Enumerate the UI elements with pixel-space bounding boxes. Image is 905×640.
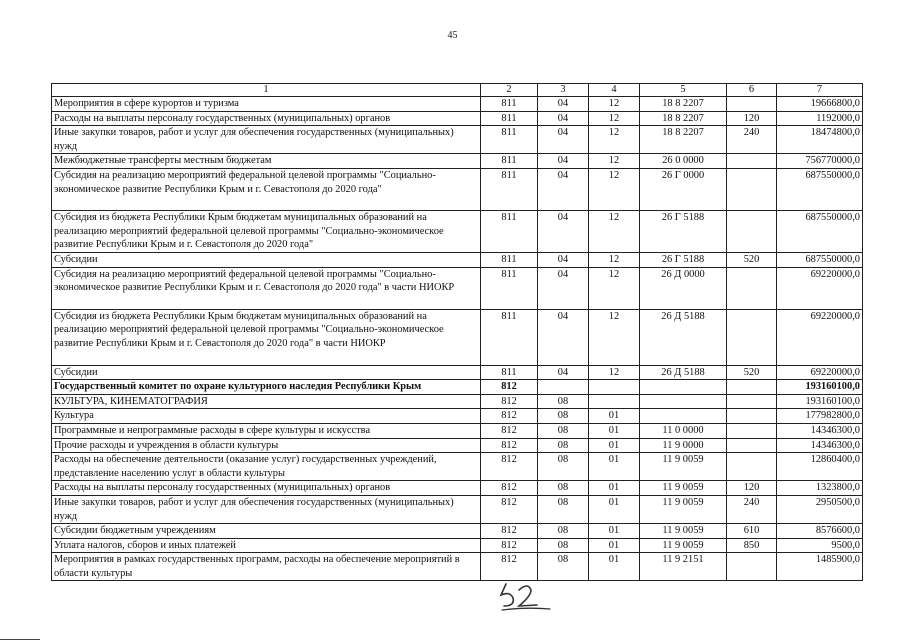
cell-section-code: 04 (538, 252, 589, 267)
cell-target-article: 18 8 2207 (640, 111, 727, 126)
table-row (52, 126, 863, 154)
cell-section-code: 08 (538, 453, 589, 481)
cell-subsection-code: 12 (589, 365, 640, 380)
table-row (52, 309, 863, 365)
cell-name: Субсидии (52, 252, 481, 267)
cell-name: Субсидия на реализацию мероприятий федеральной целевой программы "Социально-экономическое развитие Республики Крым и г. Севастополя до 2020 года" (52, 168, 481, 210)
cell-name: Расходы на выплаты персоналу государственных (муниципальных) органов (52, 111, 481, 126)
cell-ministry-code: 812 (481, 495, 538, 523)
cell-section-code: 04 (538, 126, 589, 154)
cell-target-article: 11 9 0059 (640, 524, 727, 539)
cell-amount: 12860400,0 (777, 453, 863, 481)
cell-subsection-code: 01 (589, 423, 640, 438)
table-row (52, 438, 863, 453)
table-header-row (52, 84, 863, 97)
cell-ministry-code: 812 (481, 453, 538, 481)
budget-table (51, 83, 863, 581)
table-row (52, 553, 863, 581)
cell-name: Межбюджетные трансферты местным бюджетам (52, 154, 481, 169)
cell-section-code: 04 (538, 97, 589, 112)
cell-ministry-code: 812 (481, 481, 538, 496)
table-row (52, 267, 863, 309)
cell-subsection-code: 01 (589, 553, 640, 581)
cell-name: Государственный комитет по охране культурного наследия Республики Крым (52, 380, 481, 395)
header-col-7: 7 (777, 84, 863, 97)
table-row (52, 394, 863, 409)
cell-target-article: 26 0 0000 (640, 154, 727, 169)
cell-section-code: 04 (538, 111, 589, 126)
cell-target-article (640, 409, 727, 424)
cell-amount: 687550000,0 (777, 168, 863, 210)
cell-name: Субсидия на реализацию мероприятий федеральной целевой программы "Социально-экономическое развитие Республики Крым и г. Севастополя до 2020 года" в части НИОКР (52, 267, 481, 309)
handwritten-page-mark (498, 578, 558, 612)
cell-amount: 69220000,0 (777, 365, 863, 380)
cell-ministry-code: 812 (481, 380, 538, 395)
cell-subsection-code: 12 (589, 111, 640, 126)
table-row (52, 168, 863, 210)
cell-amount: 69220000,0 (777, 267, 863, 309)
cell-target-article: 26 Д 0000 (640, 267, 727, 309)
cell-section-code: 04 (538, 210, 589, 252)
cell-expense-type (727, 168, 777, 210)
cell-ministry-code: 811 (481, 154, 538, 169)
cell-name: Культура (52, 409, 481, 424)
cell-amount: 14346300,0 (777, 423, 863, 438)
header-col-4: 4 (589, 84, 640, 97)
cell-ministry-code: 812 (481, 409, 538, 424)
cell-expense-type (727, 394, 777, 409)
cell-name: Иные закупки товаров, работ и услуг для обеспечения государственных (муниципальных) нужд (52, 495, 481, 523)
cell-name: Расходы на обеспечение деятельности (оказание услуг) государственных учреждений, представление населению услуг в области культуры (52, 453, 481, 481)
cell-target-article: 11 9 0059 (640, 481, 727, 496)
cell-ministry-code: 812 (481, 524, 538, 539)
cell-amount: 69220000,0 (777, 309, 863, 365)
cell-expense-type: 850 (727, 538, 777, 553)
cell-ministry-code: 811 (481, 309, 538, 365)
cell-expense-type (727, 409, 777, 424)
page-number: 45 (447, 30, 458, 41)
cell-subsection-code: 12 (589, 97, 640, 112)
cell-name: Субсидия из бюджета Республики Крым бюджетам муниципальных образований на реализацию мероприятий федеральной целевой программы "Социально-экономическое развитие Республики Крым и г. Севастополя до 2020 года" (52, 210, 481, 252)
cell-target-article: 11 9 0059 (640, 495, 727, 523)
header-col-6: 6 (727, 84, 777, 97)
cell-name: Иные закупки товаров, работ и услуг для обеспечения государственных (муниципальных) нужд (52, 126, 481, 154)
cell-name: Субсидии бюджетным учреждениям (52, 524, 481, 539)
cell-subsection-code: 01 (589, 538, 640, 553)
cell-expense-type (727, 210, 777, 252)
cell-ministry-code: 811 (481, 365, 538, 380)
cell-target-article: 26 Г 5188 (640, 210, 727, 252)
table-row (52, 423, 863, 438)
cell-target-article: 18 8 2207 (640, 97, 727, 112)
cell-name: Прочие расходы и учреждения в области культуры (52, 438, 481, 453)
table-row (52, 380, 863, 395)
cell-expense-type: 520 (727, 252, 777, 267)
cell-section-code: 08 (538, 538, 589, 553)
cell-section-code: 04 (538, 309, 589, 365)
cell-target-article: 11 9 0059 (640, 453, 727, 481)
header-col-1: 1 (52, 84, 481, 97)
cell-subsection-code: 01 (589, 481, 640, 496)
cell-name: Уплата налогов, сборов и иных платежей (52, 538, 481, 553)
cell-name: КУЛЬТУРА, КИНЕМАТОГРАФИЯ (52, 394, 481, 409)
cell-target-article: 26 Г 0000 (640, 168, 727, 210)
cell-ministry-code: 812 (481, 438, 538, 453)
cell-amount: 756770000,0 (777, 154, 863, 169)
cell-section-code: 08 (538, 481, 589, 496)
header-col-5: 5 (640, 84, 727, 97)
cell-section-code: 04 (538, 168, 589, 210)
table-row (52, 453, 863, 481)
cell-amount: 1192000,0 (777, 111, 863, 126)
cell-expense-type (727, 438, 777, 453)
cell-target-article: 11 0 0000 (640, 423, 727, 438)
cell-subsection-code: 12 (589, 210, 640, 252)
cell-subsection-code: 01 (589, 453, 640, 481)
cell-name: Мероприятия в рамках государственных программ, расходы на обеспечение мероприятий в области культуры (52, 553, 481, 581)
cell-expense-type: 120 (727, 481, 777, 496)
cell-subsection-code: 01 (589, 524, 640, 539)
cell-section-code: 08 (538, 423, 589, 438)
table-row (52, 524, 863, 539)
cell-target-article: 11 9 0000 (640, 438, 727, 453)
cell-section-code: 08 (538, 409, 589, 424)
cell-expense-type (727, 267, 777, 309)
cell-amount: 687550000,0 (777, 210, 863, 252)
cell-amount: 9500,0 (777, 538, 863, 553)
cell-subsection-code: 01 (589, 409, 640, 424)
cell-section-code: 08 (538, 524, 589, 539)
cell-amount: 1323800,0 (777, 481, 863, 496)
cell-section-code: 08 (538, 394, 589, 409)
cell-subsection-code: 12 (589, 309, 640, 365)
cell-ministry-code: 811 (481, 210, 538, 252)
cell-expense-type: 240 (727, 126, 777, 154)
cell-subsection-code: 12 (589, 126, 640, 154)
cell-amount: 1485900,0 (777, 553, 863, 581)
cell-ministry-code: 811 (481, 126, 538, 154)
table-row (52, 252, 863, 267)
table-row (52, 538, 863, 553)
cell-amount: 687550000,0 (777, 252, 863, 267)
cell-expense-type: 120 (727, 111, 777, 126)
cell-subsection-code: 12 (589, 168, 640, 210)
cell-expense-type: 520 (727, 365, 777, 380)
table-row (52, 97, 863, 112)
cell-ministry-code: 811 (481, 111, 538, 126)
cell-expense-type (727, 380, 777, 395)
cell-section-code: 08 (538, 553, 589, 581)
cell-target-article (640, 394, 727, 409)
cell-name: Программные и непрограммные расходы в сфере культуры и искусства (52, 423, 481, 438)
cell-amount: 18474800,0 (777, 126, 863, 154)
table-row (52, 409, 863, 424)
cell-expense-type (727, 553, 777, 581)
cell-amount: 2950500,0 (777, 495, 863, 523)
cell-section-code (538, 380, 589, 395)
cell-subsection-code (589, 394, 640, 409)
cell-section-code: 04 (538, 154, 589, 169)
cell-subsection-code: 12 (589, 267, 640, 309)
table-row (52, 210, 863, 252)
cell-ministry-code: 811 (481, 168, 538, 210)
table-row (52, 365, 863, 380)
cell-amount: 8576600,0 (777, 524, 863, 539)
cell-target-article: 18 8 2207 (640, 126, 727, 154)
cell-ministry-code: 812 (481, 553, 538, 581)
cell-ministry-code: 811 (481, 97, 538, 112)
cell-name: Расходы на выплаты персоналу государственных (муниципальных) органов (52, 481, 481, 496)
cell-name: Мероприятия в сфере курортов и туризма (52, 97, 481, 112)
cell-section-code: 04 (538, 365, 589, 380)
cell-target-article (640, 380, 727, 395)
cell-expense-type (727, 423, 777, 438)
cell-section-code: 04 (538, 267, 589, 309)
cell-name: Субсидии (52, 365, 481, 380)
cell-subsection-code: 12 (589, 154, 640, 169)
cell-amount: 193160100,0 (777, 380, 863, 395)
cell-expense-type (727, 309, 777, 365)
cell-subsection-code (589, 380, 640, 395)
table-body (52, 97, 863, 581)
cell-target-article: 11 9 0059 (640, 538, 727, 553)
cell-ministry-code: 811 (481, 252, 538, 267)
cell-ministry-code: 812 (481, 394, 538, 409)
cell-target-article: 26 Д 5188 (640, 309, 727, 365)
cell-subsection-code: 01 (589, 438, 640, 453)
table-row (52, 481, 863, 496)
cell-subsection-code: 01 (589, 495, 640, 523)
cell-target-article: 26 Д 5188 (640, 365, 727, 380)
cell-name: Субсидия из бюджета Республики Крым бюджетам муниципальных образований на реализацию мероприятий федеральной целевой программы "Социально-экономическое развитие Республики Крым и г. Севастополя до 2020 года" в части НИОКР (52, 309, 481, 365)
cell-expense-type (727, 453, 777, 481)
cell-amount: 193160100,0 (777, 394, 863, 409)
cell-target-article: 26 Г 5188 (640, 252, 727, 267)
cell-amount: 14346300,0 (777, 438, 863, 453)
cell-section-code: 08 (538, 495, 589, 523)
table-row (52, 495, 863, 523)
cell-ministry-code: 812 (481, 538, 538, 553)
cell-subsection-code: 12 (589, 252, 640, 267)
cell-section-code: 08 (538, 438, 589, 453)
cell-expense-type: 610 (727, 524, 777, 539)
cell-expense-type (727, 154, 777, 169)
cell-expense-type: 240 (727, 495, 777, 523)
cell-ministry-code: 812 (481, 423, 538, 438)
table-row (52, 111, 863, 126)
header-col-2: 2 (481, 84, 538, 97)
cell-expense-type (727, 97, 777, 112)
cell-amount: 177982800,0 (777, 409, 863, 424)
cell-amount: 19666800,0 (777, 97, 863, 112)
header-col-3: 3 (538, 84, 589, 97)
cell-target-article: 11 9 2151 (640, 553, 727, 581)
table-row (52, 154, 863, 169)
cell-ministry-code: 811 (481, 267, 538, 309)
